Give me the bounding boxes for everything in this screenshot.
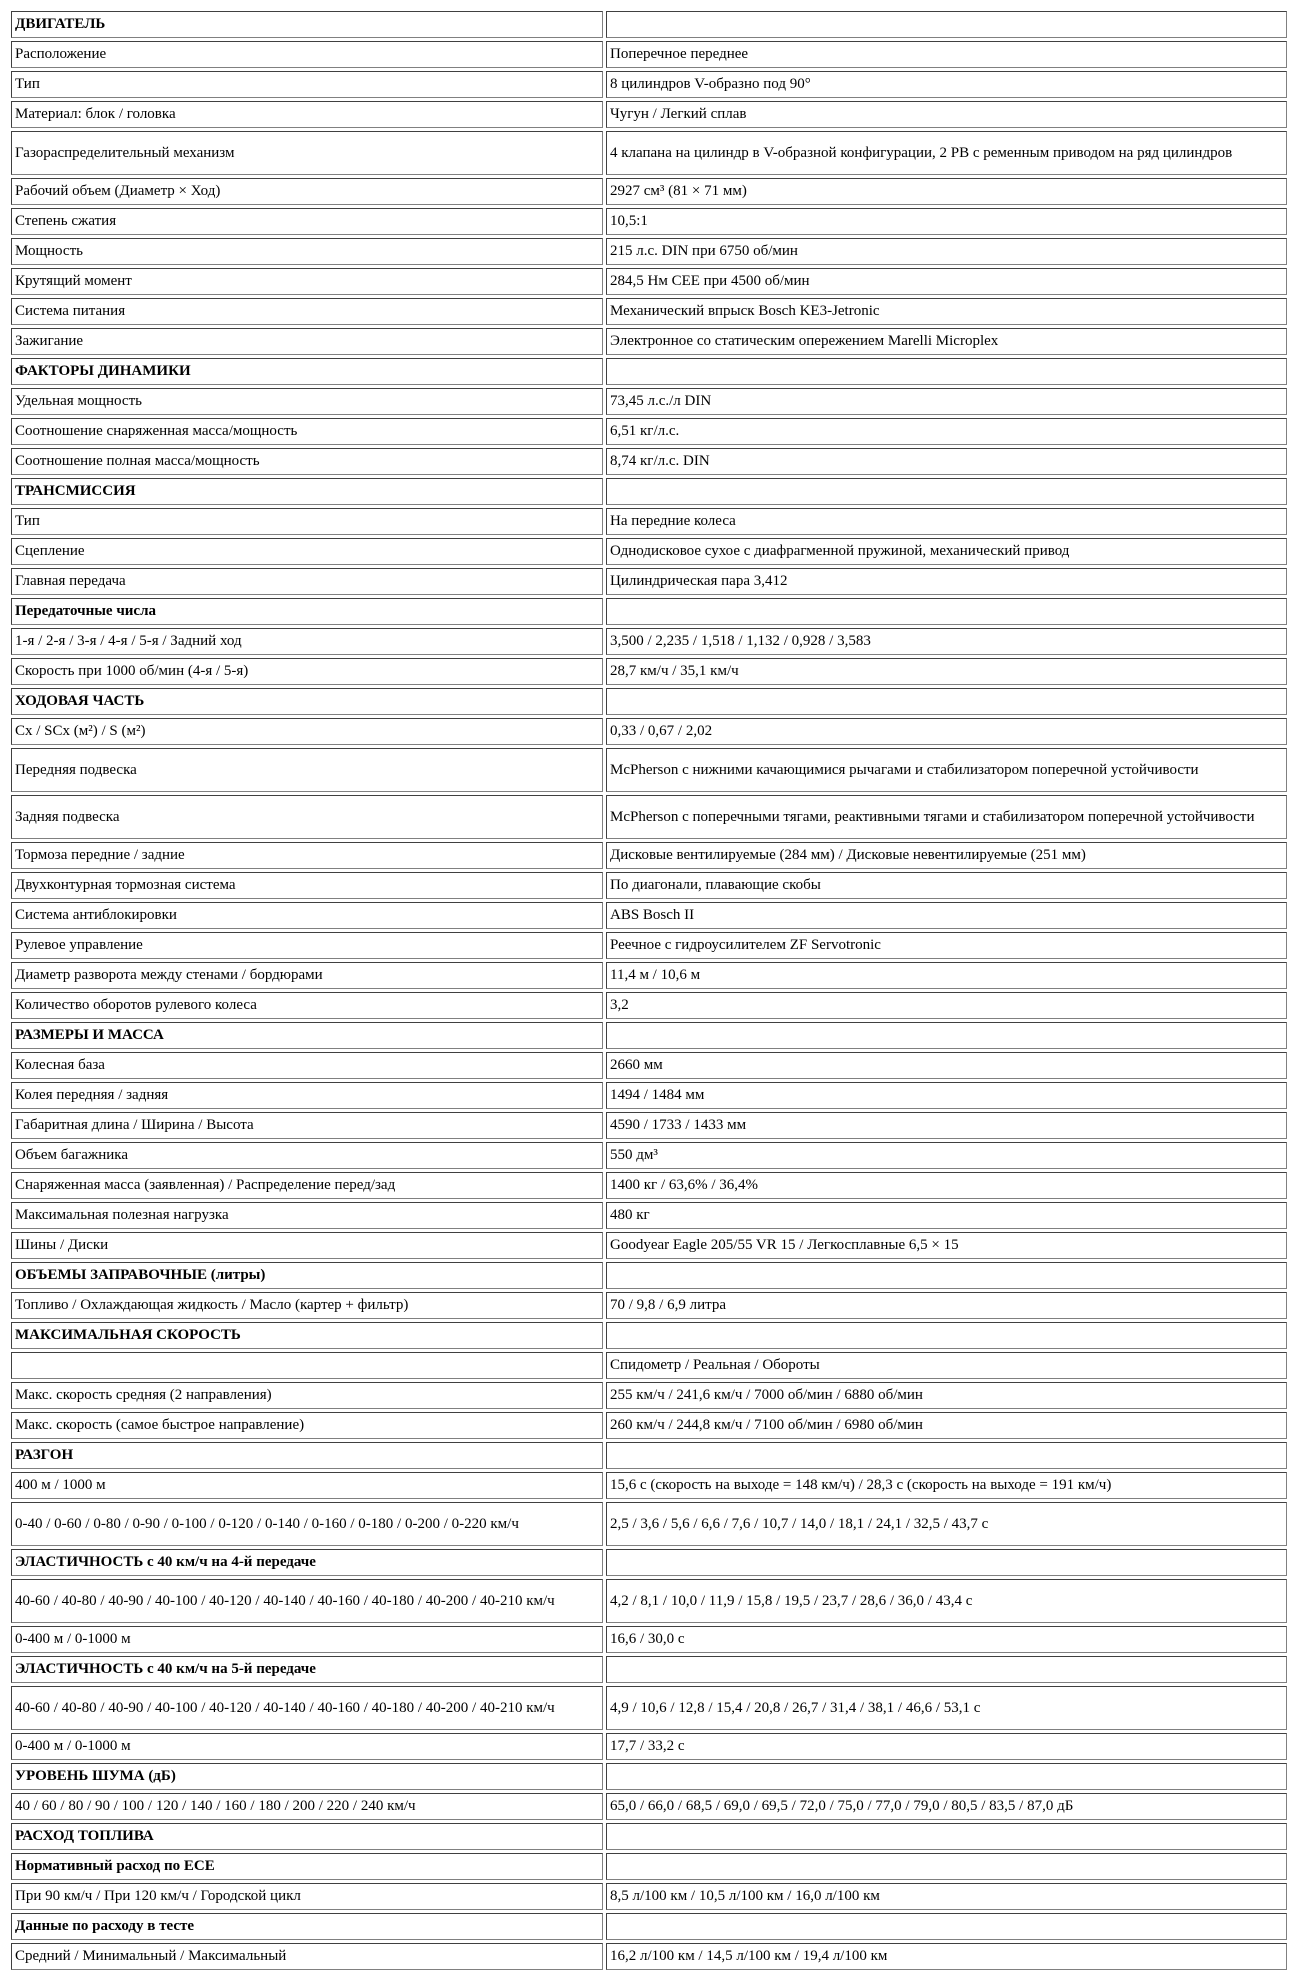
spec-label: Двухконтурная тормозная система bbox=[11, 872, 603, 899]
spec-row bbox=[11, 1472, 1287, 1499]
spec-value: 11,4 м / 10,6 м bbox=[606, 962, 1287, 989]
spec-label: Степень сжатия bbox=[11, 208, 603, 235]
spec-value: 28,7 км/ч / 35,1 км/ч bbox=[606, 658, 1287, 685]
spec-value: 73,45 л.с./л DIN bbox=[606, 388, 1287, 415]
section-header-row bbox=[11, 11, 1287, 38]
spec-value: 3,500 / 2,235 / 1,518 / 1,132 / 0,928 / 3,583 bbox=[606, 628, 1287, 655]
spec-row bbox=[11, 1112, 1287, 1139]
spec-value: Дисковые вентилируемые (284 мм) / Дисковые невентилируемые (251 мм) bbox=[606, 842, 1287, 869]
spec-value: Электронное со статическим опережением Marelli Microplex bbox=[606, 328, 1287, 355]
spec-label: Cx / SCx (м²) / S (м²) bbox=[11, 718, 603, 745]
section-header-row bbox=[11, 1823, 1287, 1850]
spec-value: 0,33 / 0,67 / 2,02 bbox=[606, 718, 1287, 745]
spec-value: 2927 см³ (81 × 71 мм) bbox=[606, 178, 1287, 205]
spec-row bbox=[11, 131, 1287, 175]
spec-row bbox=[11, 101, 1287, 128]
spec-value: 255 км/ч / 241,6 км/ч / 7000 об/мин / 6880 об/мин bbox=[606, 1382, 1287, 1409]
spec-value: 480 кг bbox=[606, 1202, 1287, 1229]
spec-value: 4,9 / 10,6 / 12,8 / 15,4 / 20,8 / 26,7 / 31,4 / 38,1 / 46,6 / 53,1 с bbox=[606, 1686, 1287, 1730]
section-title: ТРАНСМИССИЯ bbox=[11, 478, 603, 505]
spec-row bbox=[11, 902, 1287, 929]
spec-label: Объем багажника bbox=[11, 1142, 603, 1169]
spec-value: McPherson с поперечными тягами, реактивными тягами и стабилизатором поперечной устойчивости bbox=[606, 795, 1287, 839]
spec-label: 40-60 / 40-80 / 40-90 / 40-100 / 40-120 / 40-140 / 40-160 / 40-180 / 40-200 / 40-210 км/ч bbox=[11, 1579, 603, 1623]
spec-label: Тип bbox=[11, 71, 603, 98]
spec-row bbox=[11, 1626, 1287, 1653]
spec-value bbox=[606, 1022, 1287, 1049]
spec-row bbox=[11, 1232, 1287, 1259]
spec-label: Газораспределительный механизм bbox=[11, 131, 603, 175]
spec-value bbox=[606, 1913, 1287, 1940]
spec-label: Диаметр разворота между стенами / бордюрами bbox=[11, 962, 603, 989]
spec-row bbox=[11, 718, 1287, 745]
section-title: ОБЪЕМЫ ЗАПРАВОЧНЫЕ (литры) bbox=[11, 1262, 603, 1289]
spec-value: Поперечное переднее bbox=[606, 41, 1287, 68]
spec-value bbox=[606, 1656, 1287, 1683]
section-title: УРОВЕНЬ ШУМА (дБ) bbox=[11, 1763, 603, 1790]
spec-value: Однодисковое сухое с диафрагменной пружиной, механический привод bbox=[606, 538, 1287, 565]
spec-value: 2660 мм bbox=[606, 1052, 1287, 1079]
section-header-row bbox=[11, 1763, 1287, 1790]
spec-value: Goodyear Eagle 205/55 VR 15 / Легкосплавные 6,5 × 15 bbox=[606, 1232, 1287, 1259]
spec-value: McPherson с нижними качающимися рычагами и стабилизатором поперечной устойчивости bbox=[606, 748, 1287, 792]
spec-label: Количество оборотов рулевого колеса bbox=[11, 992, 603, 1019]
section-title: ХОДОВАЯ ЧАСТЬ bbox=[11, 688, 603, 715]
spec-label: 0-400 м / 0-1000 м bbox=[11, 1626, 603, 1653]
spec-row bbox=[11, 1292, 1287, 1319]
spec-label: Зажигание bbox=[11, 328, 603, 355]
section-header-row bbox=[11, 598, 1287, 625]
spec-row bbox=[11, 1686, 1287, 1730]
spec-row bbox=[11, 1172, 1287, 1199]
section-title: РАЗМЕРЫ И МАССА bbox=[11, 1022, 603, 1049]
section-header-row bbox=[11, 1022, 1287, 1049]
spec-row bbox=[11, 328, 1287, 355]
spec-row bbox=[11, 842, 1287, 869]
spec-label: Удельная мощность bbox=[11, 388, 603, 415]
spec-row bbox=[11, 508, 1287, 535]
spec-label: Топливо / Охлаждающая жидкость / Масло (картер + фильтр) bbox=[11, 1292, 603, 1319]
spec-value: Реечное с гидроусилителем ZF Servotronic bbox=[606, 932, 1287, 959]
spec-row bbox=[11, 1412, 1287, 1439]
spec-label: Скорость при 1000 об/мин (4-я / 5-я) bbox=[11, 658, 603, 685]
spec-label: 400 м / 1000 м bbox=[11, 1472, 603, 1499]
spec-row bbox=[11, 748, 1287, 792]
spec-row bbox=[11, 1943, 1287, 1970]
spec-label: Снаряженная масса (заявленная) / Распределение перед/зад bbox=[11, 1172, 603, 1199]
spec-value bbox=[606, 1823, 1287, 1850]
spec-value: Механический впрыск Bosch KE3-Jetronic bbox=[606, 298, 1287, 325]
spec-label: 0-400 м / 0-1000 м bbox=[11, 1733, 603, 1760]
spec-value bbox=[606, 358, 1287, 385]
spec-label: Передняя подвеска bbox=[11, 748, 603, 792]
spec-label: Сцепление bbox=[11, 538, 603, 565]
spec-label: Система антиблокировки bbox=[11, 902, 603, 929]
spec-label: Тип bbox=[11, 508, 603, 535]
spec-value: 1400 кг / 63,6% / 36,4% bbox=[606, 1172, 1287, 1199]
spec-value: 284,5 Нм CEE при 4500 об/мин bbox=[606, 268, 1287, 295]
spec-label: Соотношение полная масса/мощность bbox=[11, 448, 603, 475]
section-title: МАКСИМАЛЬНАЯ СКОРОСТЬ bbox=[11, 1322, 603, 1349]
spec-label: Материал: блок / головка bbox=[11, 101, 603, 128]
spec-label: Макс. скорость (самое быстрое направление) bbox=[11, 1412, 603, 1439]
section-header-row bbox=[11, 1656, 1287, 1683]
spec-label: Главная передача bbox=[11, 568, 603, 595]
section-header-row bbox=[11, 478, 1287, 505]
spec-value: 16,2 л/100 км / 14,5 л/100 км / 19,4 л/100 км bbox=[606, 1943, 1287, 1970]
spec-table bbox=[8, 8, 1290, 1973]
spec-row bbox=[11, 1382, 1287, 1409]
spec-row bbox=[11, 1579, 1287, 1623]
section-header-row bbox=[11, 1549, 1287, 1576]
spec-value: 8,5 л/100 км / 10,5 л/100 км / 16,0 л/100 км bbox=[606, 1883, 1287, 1910]
section-header-row bbox=[11, 1322, 1287, 1349]
spec-value bbox=[606, 688, 1287, 715]
spec-value: 15,6 с (скорость на выходе = 148 км/ч) / 28,3 с (скорость на выходе = 191 км/ч) bbox=[606, 1472, 1287, 1499]
spec-row bbox=[11, 568, 1287, 595]
spec-row bbox=[11, 1052, 1287, 1079]
spec-value bbox=[606, 1763, 1287, 1790]
spec-row bbox=[11, 1352, 1287, 1379]
section-title: Данные по расходу в тесте bbox=[11, 1913, 603, 1940]
spec-value: 4590 / 1733 / 1433 мм bbox=[606, 1112, 1287, 1139]
spec-row bbox=[11, 932, 1287, 959]
spec-label: Максимальная полезная нагрузка bbox=[11, 1202, 603, 1229]
spec-label: Рулевое управление bbox=[11, 932, 603, 959]
spec-row bbox=[11, 1883, 1287, 1910]
section-header-row bbox=[11, 1442, 1287, 1469]
spec-label: Колесная база bbox=[11, 1052, 603, 1079]
spec-value: 70 / 9,8 / 6,9 литра bbox=[606, 1292, 1287, 1319]
spec-row bbox=[11, 208, 1287, 235]
section-title: ФАКТОРЫ ДИНАМИКИ bbox=[11, 358, 603, 385]
spec-value bbox=[606, 1549, 1287, 1576]
spec-row bbox=[11, 992, 1287, 1019]
section-title: ЭЛАСТИЧНОСТЬ с 40 км/ч на 5-й передаче bbox=[11, 1656, 603, 1683]
spec-label: При 90 км/ч / При 120 км/ч / Городской цикл bbox=[11, 1883, 603, 1910]
spec-value: 3,2 bbox=[606, 992, 1287, 1019]
spec-value: 550 дм³ bbox=[606, 1142, 1287, 1169]
spec-value bbox=[606, 478, 1287, 505]
spec-value: По диагонали, плавающие скобы bbox=[606, 872, 1287, 899]
spec-value: 16,6 / 30,0 с bbox=[606, 1626, 1287, 1653]
spec-row bbox=[11, 538, 1287, 565]
spec-row bbox=[11, 238, 1287, 265]
spec-label: Тормоза передние / задние bbox=[11, 842, 603, 869]
section-title: Передаточные числа bbox=[11, 598, 603, 625]
spec-value: 17,7 / 33,2 с bbox=[606, 1733, 1287, 1760]
spec-value: 260 км/ч / 244,8 км/ч / 7100 об/мин / 6980 об/мин bbox=[606, 1412, 1287, 1439]
spec-label: Соотношение снаряженная масса/мощность bbox=[11, 418, 603, 445]
spec-value: 6,51 кг/л.с. bbox=[606, 418, 1287, 445]
section-title: РАСХОД ТОПЛИВА bbox=[11, 1823, 603, 1850]
spec-row bbox=[11, 71, 1287, 98]
spec-value: Чугун / Легкий сплав bbox=[606, 101, 1287, 128]
spec-value: 2,5 / 3,6 / 5,6 / 6,6 / 7,6 / 10,7 / 14,0 / 18,1 / 24,1 / 32,5 / 43,7 с bbox=[606, 1502, 1287, 1546]
spec-value: Цилиндрическая пара 3,412 bbox=[606, 568, 1287, 595]
spec-label: 0-40 / 0-60 / 0-80 / 0-90 / 0-100 / 0-120 / 0-140 / 0-160 / 0-180 / 0-200 / 0-220 км/ч bbox=[11, 1502, 603, 1546]
spec-value: 1494 / 1484 мм bbox=[606, 1082, 1287, 1109]
spec-value: 65,0 / 66,0 / 68,5 / 69,0 / 69,5 / 72,0 / 75,0 / 77,0 / 79,0 / 80,5 / 83,5 / 87,0 дБ bbox=[606, 1793, 1287, 1820]
spec-value: 8 цилиндров V-образно под 90° bbox=[606, 71, 1287, 98]
spec-row bbox=[11, 178, 1287, 205]
spec-row bbox=[11, 448, 1287, 475]
section-title: ЭЛАСТИЧНОСТЬ с 40 км/ч на 4-й передаче bbox=[11, 1549, 603, 1576]
spec-value bbox=[606, 1262, 1287, 1289]
section-header-row bbox=[11, 688, 1287, 715]
spec-row bbox=[11, 1202, 1287, 1229]
spec-value bbox=[606, 1322, 1287, 1349]
spec-row bbox=[11, 795, 1287, 839]
spec-label: Крутящий момент bbox=[11, 268, 603, 295]
spec-label: Мощность bbox=[11, 238, 603, 265]
spec-label: Рабочий объем (Диаметр × Ход) bbox=[11, 178, 603, 205]
spec-label: Задняя подвеска bbox=[11, 795, 603, 839]
spec-row bbox=[11, 628, 1287, 655]
spec-row bbox=[11, 962, 1287, 989]
spec-value bbox=[606, 1442, 1287, 1469]
spec-label: Расположение bbox=[11, 41, 603, 68]
section-header-row bbox=[11, 1853, 1287, 1880]
spec-row bbox=[11, 1733, 1287, 1760]
spec-row bbox=[11, 1082, 1287, 1109]
spec-row bbox=[11, 1502, 1287, 1546]
section-title: Нормативный расход по ECE bbox=[11, 1853, 603, 1880]
spec-label: Макс. скорость средняя (2 направления) bbox=[11, 1382, 603, 1409]
spec-row bbox=[11, 268, 1287, 295]
spec-label: Шины / Диски bbox=[11, 1232, 603, 1259]
spec-label: 40-60 / 40-80 / 40-90 / 40-100 / 40-120 / 40-140 / 40-160 / 40-180 / 40-200 / 40-210 км/ч bbox=[11, 1686, 603, 1730]
spec-value: 4 клапана на цилиндр в V-образной конфигурации, 2 РВ с ременным приводом на ряд цилиндров bbox=[606, 131, 1287, 175]
spec-label: Средний / Минимальный / Максимальный bbox=[11, 1943, 603, 1970]
section-title: РАЗГОН bbox=[11, 1442, 603, 1469]
spec-label: Габаритная длина / Ширина / Высота bbox=[11, 1112, 603, 1139]
spec-row bbox=[11, 658, 1287, 685]
spec-row bbox=[11, 872, 1287, 899]
spec-row bbox=[11, 388, 1287, 415]
spec-label: Колея передняя / задняя bbox=[11, 1082, 603, 1109]
section-header-row bbox=[11, 1262, 1287, 1289]
spec-value: ABS Bosch II bbox=[606, 902, 1287, 929]
spec-label: 1-я / 2-я / 3-я / 4-я / 5-я / Задний ход bbox=[11, 628, 603, 655]
spec-row bbox=[11, 41, 1287, 68]
section-header-row bbox=[11, 358, 1287, 385]
spec-row bbox=[11, 1142, 1287, 1169]
spec-label: Система питания bbox=[11, 298, 603, 325]
section-header-row bbox=[11, 1913, 1287, 1940]
spec-value bbox=[606, 11, 1287, 38]
spec-value: 4,2 / 8,1 / 10,0 / 11,9 / 15,8 / 19,5 / 23,7 / 28,6 / 36,0 / 43,4 с bbox=[606, 1579, 1287, 1623]
spec-row bbox=[11, 1793, 1287, 1820]
spec-value: Спидометр / Реальная / Обороты bbox=[606, 1352, 1287, 1379]
section-title: ДВИГАТЕЛЬ bbox=[11, 11, 603, 38]
spec-row bbox=[11, 298, 1287, 325]
spec-value: 8,74 кг/л.с. DIN bbox=[606, 448, 1287, 475]
spec-value: 10,5:1 bbox=[606, 208, 1287, 235]
spec-label bbox=[11, 1352, 603, 1379]
spec-table-body bbox=[11, 11, 1287, 1970]
spec-label: 40 / 60 / 80 / 90 / 100 / 120 / 140 / 160 / 180 / 200 / 220 / 240 км/ч bbox=[11, 1793, 603, 1820]
spec-value bbox=[606, 1853, 1287, 1880]
spec-row bbox=[11, 418, 1287, 445]
spec-value: На передние колеса bbox=[606, 508, 1287, 535]
spec-value bbox=[606, 598, 1287, 625]
spec-value: 215 л.с. DIN при 6750 об/мин bbox=[606, 238, 1287, 265]
